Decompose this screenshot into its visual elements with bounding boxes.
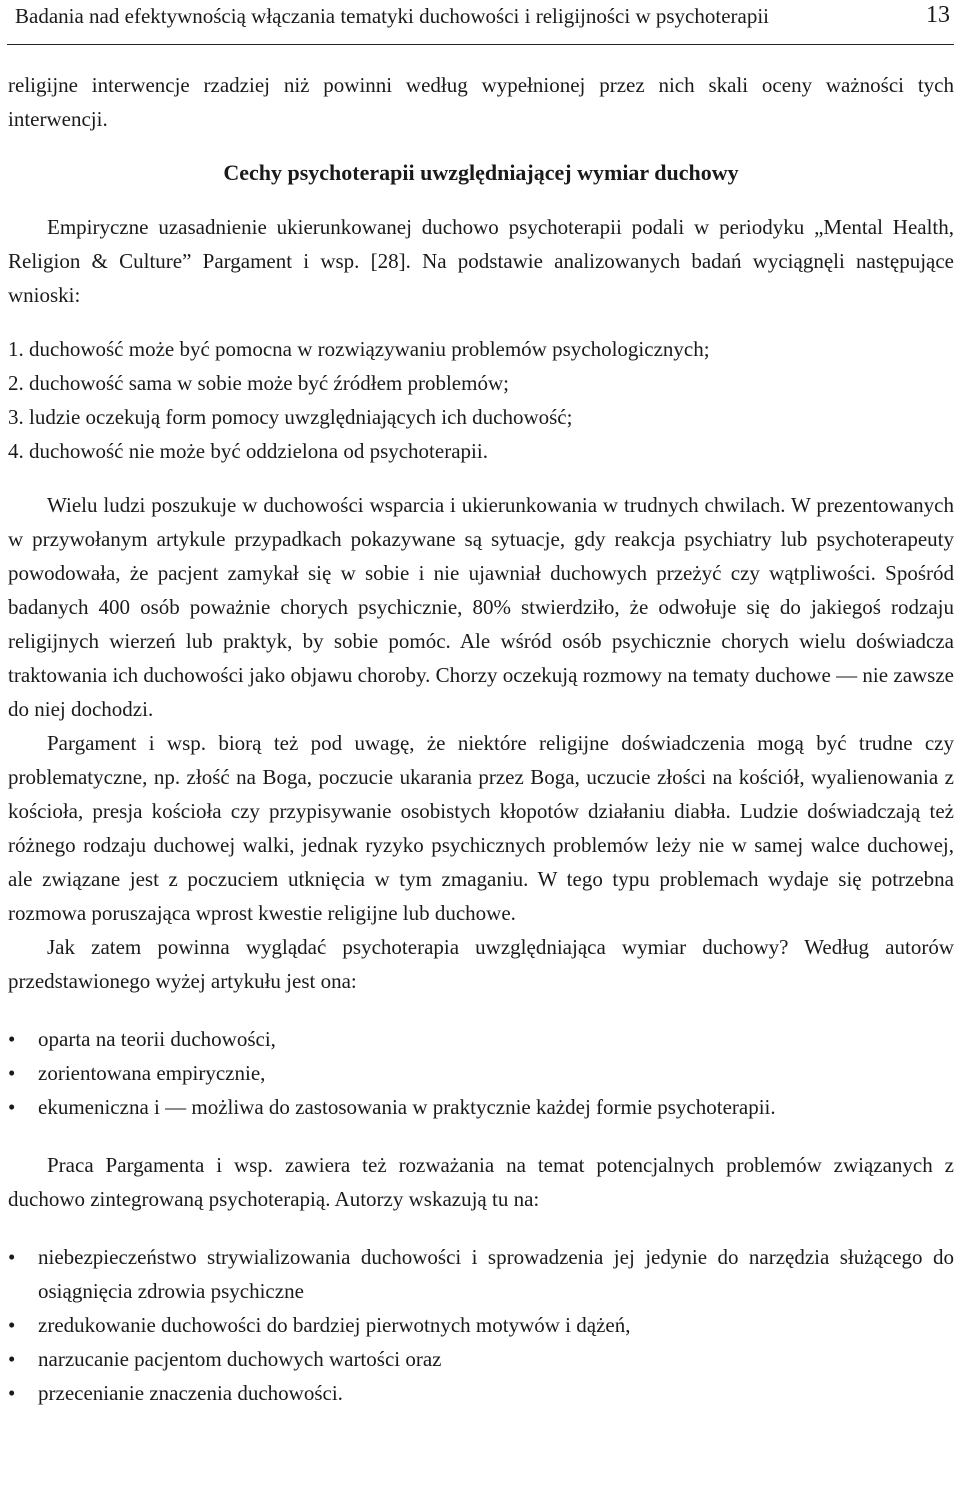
paragraph-continued: religijne interwencje rzadziej niż powinni według wypełnionej przez nich skali oceny ważności tych interwencji. [8,73,954,131]
list-item: • przecenianie znaczenia duchowości. [8,1376,954,1410]
running-header [7,0,954,45]
problems-list [8,1240,954,1410]
list-item: • niebezpieczeństwo strywializowania duchowości i sprowadzenia jej jedynie do narzędzia służącego do osiągnięcia zdrowia psychiczne [8,1240,954,1308]
bullet-icon: • [8,1061,16,1085]
list-item: 4. duchowość nie może być oddzielona od psychoterapii. [8,439,488,463]
paragraph-jak: Jak zatem powinna wyglądać psychoterapia uwzględniająca wymiar duchowy? Według autorów przedstawionego wyżej artykułu jest ona: [8,935,954,993]
conclusions-list [8,332,954,468]
paragraph-pargament: Pargament i wsp. biorą też pod uwagę, że niektóre religijne doświadczenia mogą być trudne czy problematyczne, np. złość na Boga, poczucie ukarania przez Boga, uczucie złości na kościół, wyalienowania z kościoła, presja kościoła czy przypisywanie osobistych kłopotów działaniu diabła. Ludzie doświadczają też różnego rodzaju duchowej walki, jednak ryzyko psychicznych problemów leży nie w samej walce duchowej, ale związane jest z poczuciem utknięcia w tym zmaganiu. W tego typu problemach wydaje się potrzebna rozmowa poruszająca wprost kwestie religijne lub duchowe. [8,731,954,925]
paragraph-wielu: Wielu ludzi poszukuje w duchowości wsparcia i ukierunkowania w trudnych chwilach. W prezentowanych w przywołanym artykule przypadkach pokazywane są sytuacje, gdy reakcja psychiatry lub psychoterapeuty powodowała, że pacjent zamykał się w sobie i nie ujawniał duchowych przeżyć czy wątpliwości. Spośród badanych 400 osób poważnie chorych psychicznie, 80% stwierdziło, że odwołuje się do jakiegoś rodzaju religijnych wierzeń lub praktyk, by sobie pomóc. Ale wśród osób psychicznie chorych wielu doświadcza traktowania ich duchowości jako objawu choroby. Chorzy oczekują rozmowy na tematy duchowe — nie zawsze do niej dochodzi. [8,493,954,721]
list-item: • zorientowana empirycznie, [8,1056,954,1090]
bullet-icon: • [8,1095,16,1119]
page-number: 13 [926,2,950,28]
list-item: 2. duchowość sama w sobie może być źródłem problemów; [8,371,509,395]
section-heading: Cechy psychoterapii uwzględniającej wymiar duchowy [223,160,739,185]
features-list [8,1022,954,1124]
running-header-title: Badania nad efektywnością włączania tematyki duchowości i religijności w psychoterapii [15,4,770,28]
list-item: • zredukowanie duchowości do bardziej pierwotnych motywów i dążeń, [8,1308,954,1342]
paragraph-praca: Praca Pargamenta i wsp. zawiera też rozważania na temat potencjalnych problemów związanych z duchowo zintegrowaną psychoterapią. Autorzy wskazują tu na: [8,1153,954,1211]
bullet-icon: • [8,1381,16,1405]
list-item: 3. ludzie oczekują form pomocy uwzględniających ich duchowość; [8,405,573,429]
bullet-icon: • [8,1245,16,1269]
bullet-icon: • [8,1027,16,1051]
bullet-icon: • [8,1313,16,1337]
list-item: • ekumeniczna i — możliwa do zastosowania w praktycznie każdej formie psychoterapii. [8,1090,954,1124]
page-body [8,68,954,1410]
list-item: • narzucanie pacjentom duchowych wartości oraz [8,1342,954,1376]
list-item: 1. duchowość może być pomocna w rozwiązywaniu problemów psychologicznych; [8,337,710,361]
paragraph-intro: Empiryczne uzasadnienie ukierunkowanej duchowo psychoterapii podali w periodyku „Mental Health, Religion & Culture” Pargament i wsp. [28]. Na podstawie analizowanych badań wyciągnęli następujące wnioski: [8,215,954,307]
bullet-icon: • [8,1347,16,1371]
list-item: • oparta na teorii duchowości, [8,1022,954,1056]
